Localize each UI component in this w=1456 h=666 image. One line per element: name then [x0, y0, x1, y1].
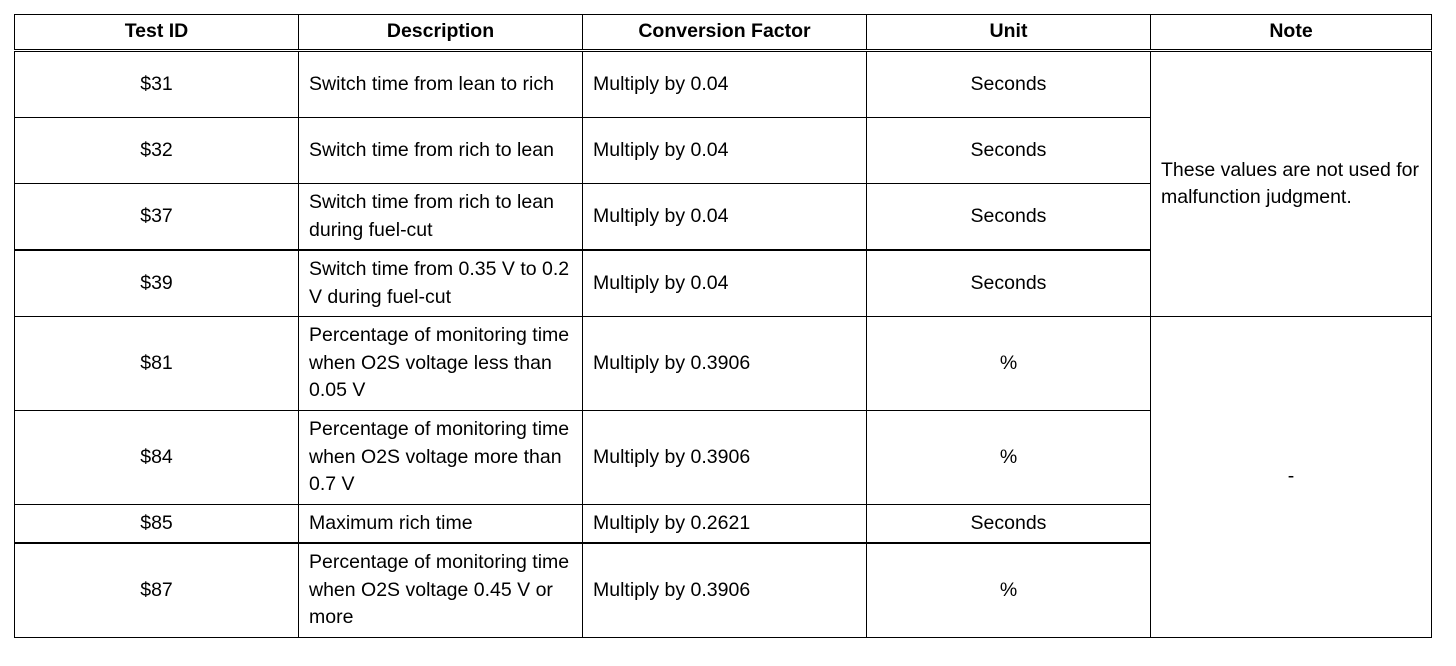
test-id-cell: $84 [15, 411, 299, 505]
conversion-factor-cell: Multiply by 0.04 [583, 184, 867, 251]
unit-cell: Seconds [867, 51, 1151, 118]
header-note: Note [1151, 15, 1432, 51]
test-id-cell: $81 [15, 317, 299, 411]
test-id-cell: $87 [15, 543, 299, 638]
conversion-table [14, 14, 1432, 638]
header-unit: Unit [867, 15, 1151, 51]
unit-cell: Seconds [867, 505, 1151, 544]
table-header-row [15, 15, 1432, 51]
conversion-factor-cell: Multiply by 0.3906 [583, 317, 867, 411]
unit-cell: % [867, 543, 1151, 638]
table-row [15, 51, 1432, 118]
note-cell: These values are not used for malfunction judgment. [1151, 51, 1432, 317]
description-cell: Percentage of monitoring time when O2S voltage 0.45 V or more [299, 543, 583, 638]
test-id-cell: $39 [15, 250, 299, 317]
unit-cell: Seconds [867, 118, 1151, 184]
test-id-cell: $31 [15, 51, 299, 118]
conversion-factor-cell: Multiply by 0.04 [583, 250, 867, 317]
test-id-cell: $85 [15, 505, 299, 544]
unit-cell: Seconds [867, 184, 1151, 251]
header-test-id: Test ID [15, 15, 299, 51]
header-conversion-factor: Conversion Factor [583, 15, 867, 51]
description-cell: Maximum rich time [299, 505, 583, 544]
test-id-cell: $32 [15, 118, 299, 184]
description-cell: Switch time from 0.35 V to 0.2 V during fuel-cut [299, 250, 583, 317]
description-cell: Switch time from rich to lean [299, 118, 583, 184]
table-row [15, 317, 1432, 411]
conversion-factor-cell: Multiply by 0.3906 [583, 543, 867, 638]
unit-cell: % [867, 411, 1151, 505]
conversion-factor-cell: Multiply by 0.2621 [583, 505, 867, 544]
description-cell: Switch time from rich to lean during fuel-cut [299, 184, 583, 251]
description-cell: Switch time from lean to rich [299, 51, 583, 118]
conversion-factor-cell: Multiply by 0.04 [583, 51, 867, 118]
conversion-factor-cell: Multiply by 0.04 [583, 118, 867, 184]
conversion-factor-cell: Multiply by 0.3906 [583, 411, 867, 505]
description-cell: Percentage of monitoring time when O2S voltage less than 0.05 V [299, 317, 583, 411]
test-id-cell: $37 [15, 184, 299, 251]
unit-cell: Seconds [867, 250, 1151, 317]
note-cell: - [1151, 317, 1432, 638]
header-description: Description [299, 15, 583, 51]
description-cell: Percentage of monitoring time when O2S voltage more than 0.7 V [299, 411, 583, 505]
unit-cell: % [867, 317, 1151, 411]
